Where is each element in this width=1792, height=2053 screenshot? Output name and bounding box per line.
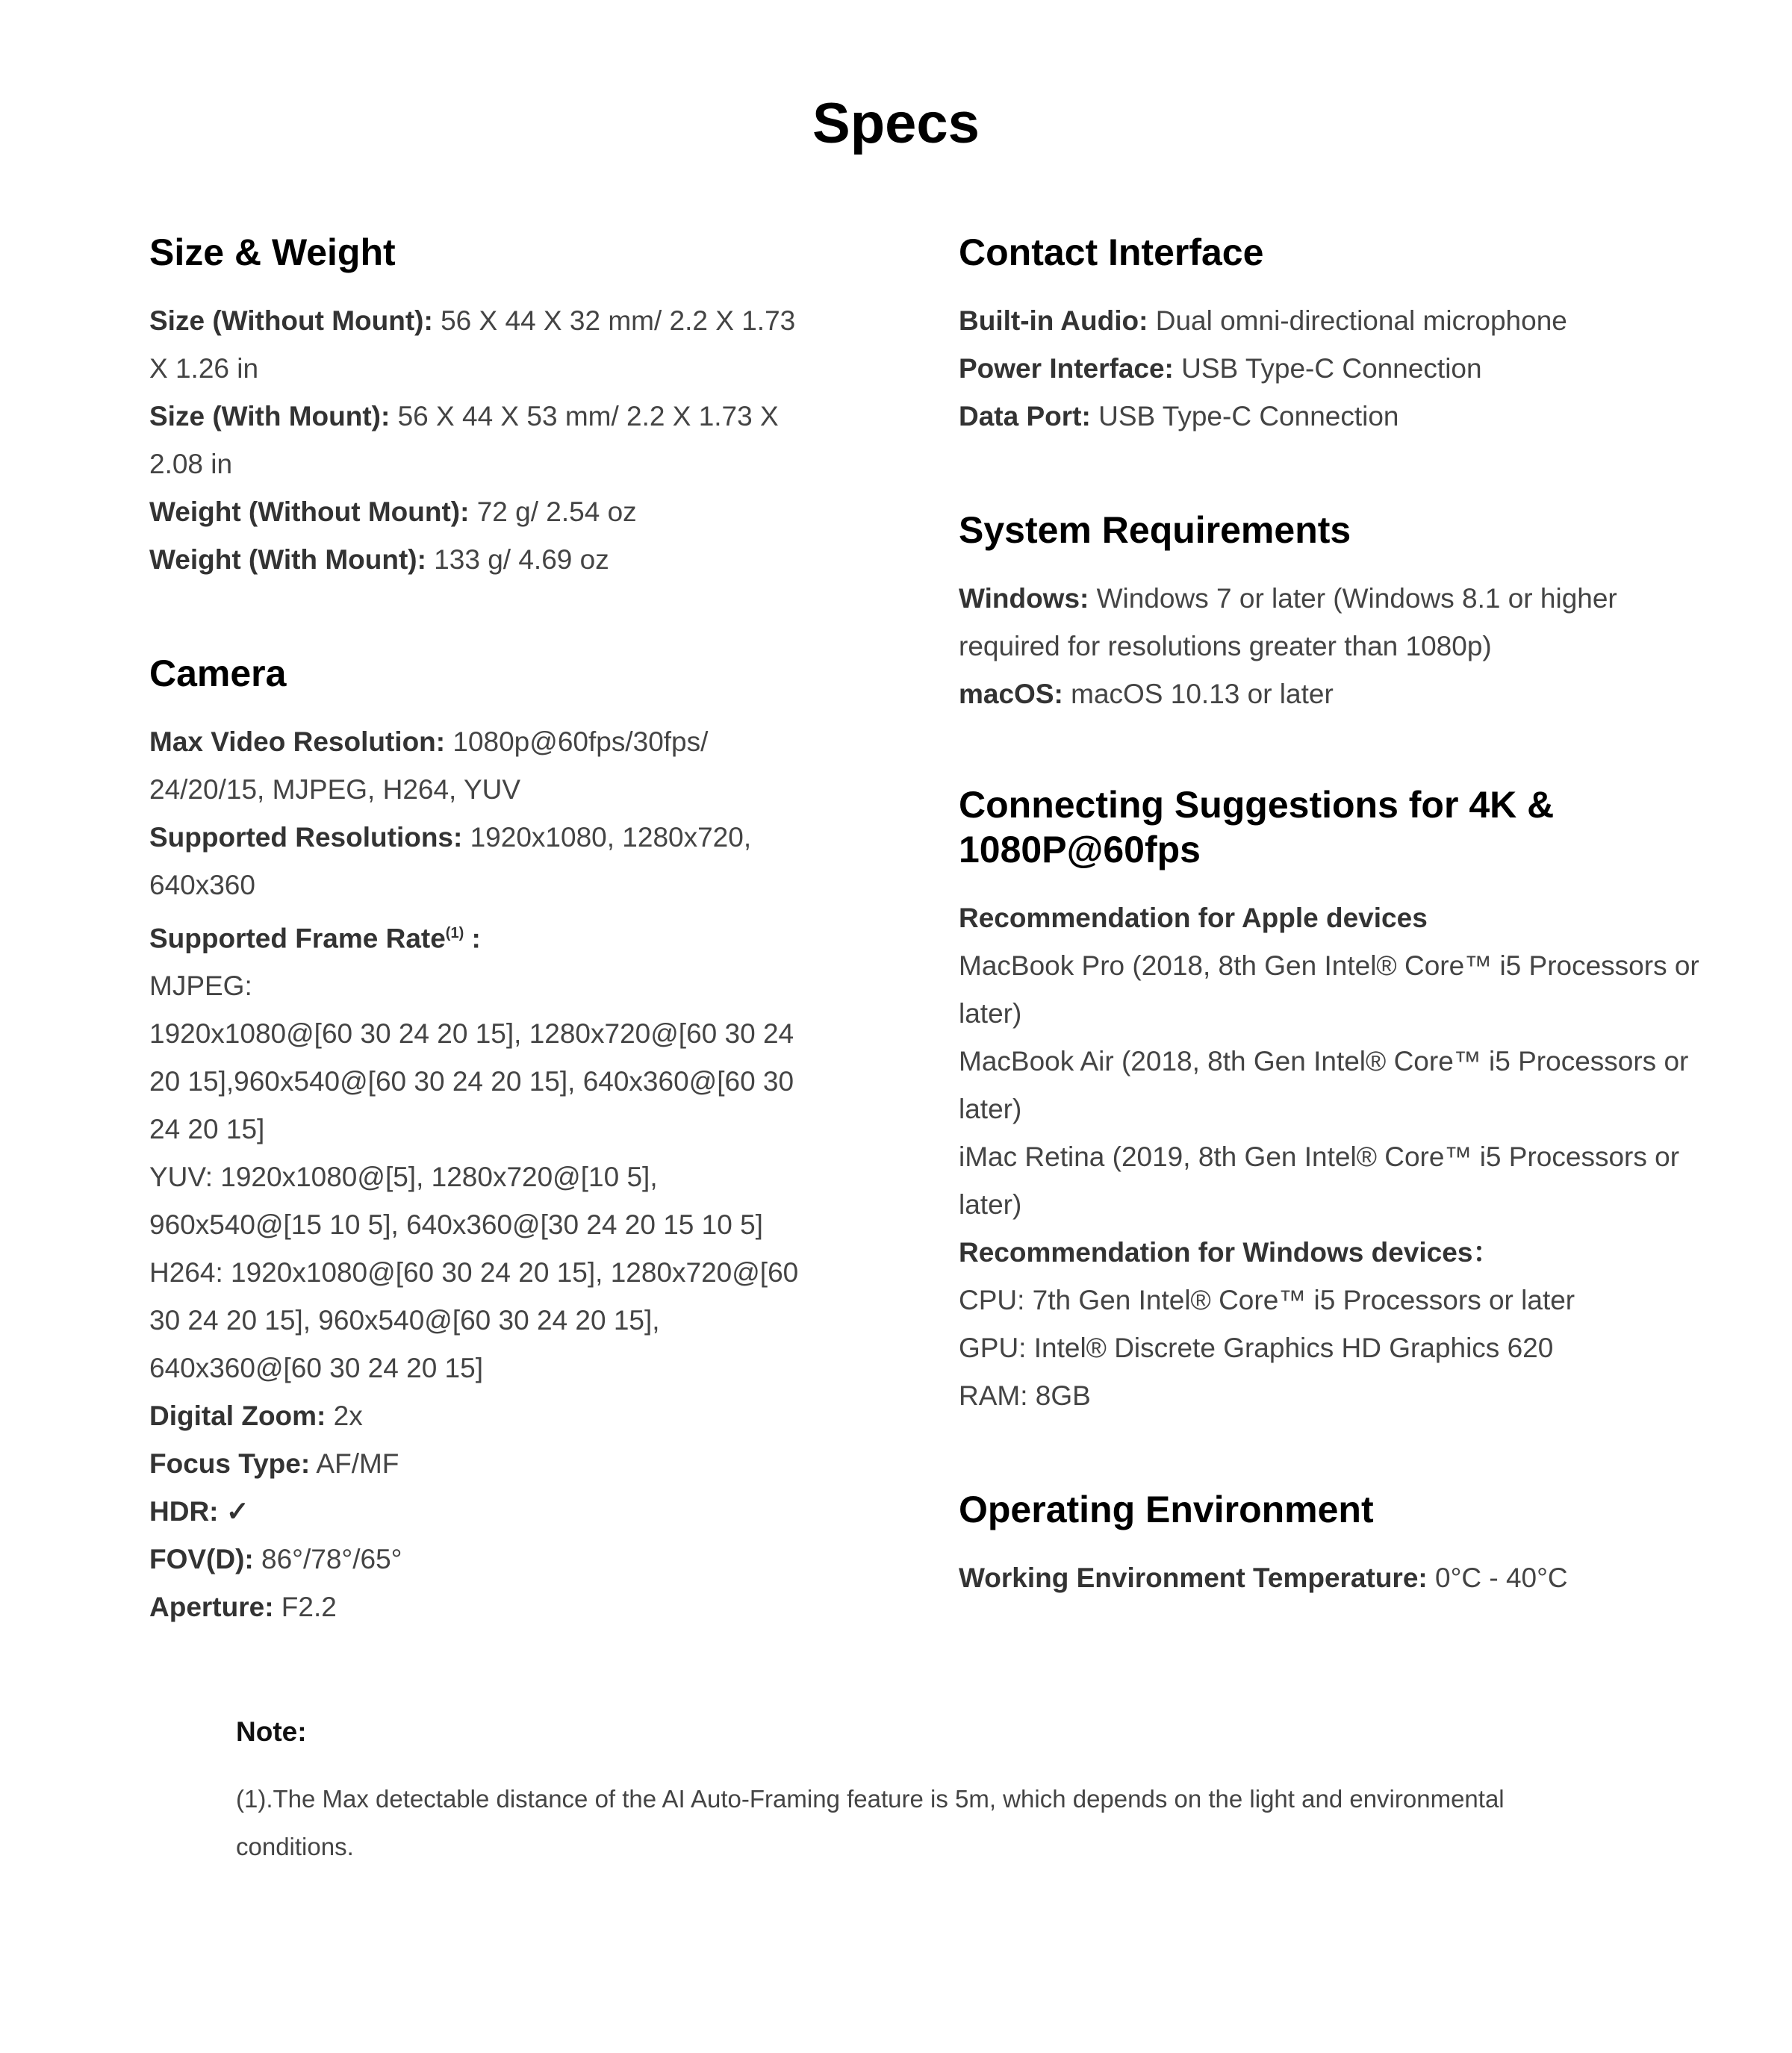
- mjpeg-label: MJPEG:: [149, 971, 252, 1002]
- apple-recommendation-heading: Recommendation for Apple devices: [959, 903, 1428, 933]
- spec-value: 56 X 44 X 32 mm/ 2.2 X 1.73 X 1.26 in: [149, 305, 796, 384]
- spec-value: 72 g/ 2.54 oz: [469, 496, 637, 527]
- focus-type: [149, 1440, 821, 1488]
- max-video-resolution: [149, 718, 821, 814]
- spec-value: 133 g/ 4.69 oz: [426, 544, 609, 575]
- windows-recommendation-heading: Recommendation for Windows devices：: [959, 1237, 1501, 1268]
- size-with-mount: [149, 393, 821, 488]
- spec-value: macOS 10.13 or later: [1063, 679, 1334, 709]
- yuv-value: YUV: 1920x1080@[5], 1280x720@[10 5], 960x540@[15 10 5], 640x360@[30 24 20 15 10 5]: [149, 1162, 763, 1241]
- digital-zoom: [149, 1392, 821, 1440]
- working-temperature: [959, 1554, 1705, 1602]
- hdr: [149, 1488, 821, 1536]
- camera-section: [149, 651, 821, 1631]
- note-text: (1).The Max detectable distance of the AI Auto-Framing feature is 5m, which depends on the light and environmental conditions.: [236, 1785, 1505, 1860]
- apple-device-item: MacBook Pro (2018, 8th Gen Intel® Core™ i5 Processors or later): [959, 950, 1699, 1029]
- connecting-suggestions-title: Connecting Suggestions for 4K & 1080P@60fps: [959, 784, 1555, 870]
- apple-device-item: iMac Retina (2019, 8th Gen Intel® Core™ i5 Processors or later): [959, 1141, 1680, 1220]
- spec-label: FOV(D):: [149, 1544, 254, 1575]
- spec-value: Windows 7 or later (Windows 8.1 or higher required for resolutions greater than 1080p): [959, 583, 1617, 661]
- size-weight-title: Size & Weight: [149, 231, 396, 273]
- macos-requirement: [959, 670, 1705, 718]
- spec-value: AF/MF: [310, 1448, 399, 1480]
- spec-value: 2x: [326, 1401, 363, 1432]
- spec-value: 86°/78°/65°: [253, 1544, 402, 1575]
- windows-requirement: [959, 575, 1705, 670]
- windows-device-item: GPU: Intel® Discrete Graphics HD Graphics 620: [959, 1333, 1554, 1363]
- weight-without-mount: [149, 488, 821, 536]
- power-interface: [959, 345, 1705, 393]
- windows-device-item: CPU: 7th Gen Intel® Core™ i5 Processors or later: [959, 1285, 1575, 1315]
- note-block: [236, 1710, 1565, 1871]
- h264-value: H264: 1920x1080@[60 30 24 20 15], 1280x720@[60 30 24 20 15], 960x540@[60 30 24 20 15], 640x360@[60 30 24 20 15]: [149, 1257, 799, 1384]
- spec-label: Power Interface:: [959, 353, 1174, 384]
- spec-value: USB Type-C Connection: [1173, 353, 1482, 384]
- spec-label: Weight (With Mount):: [149, 544, 426, 575]
- spec-label: Aperture:: [149, 1592, 274, 1623]
- operating-environment-title: Operating Environment: [959, 1489, 1374, 1530]
- spec-label: Digital Zoom:: [149, 1401, 326, 1432]
- note-title: Note:: [236, 1716, 307, 1747]
- supported-resolutions: [149, 814, 821, 909]
- spec-label: Size (With Mount):: [149, 401, 391, 432]
- spec-label: Supported Frame Rate: [149, 923, 446, 954]
- spec-value: 56 X 44 X 53 mm/ 2.2 X 1.73 X 2.08 in: [149, 401, 779, 479]
- spec-label: Working Environment Temperature:: [959, 1563, 1428, 1593]
- contact-interface-section: [959, 230, 1705, 440]
- spec-label: Weight (Without Mount):: [149, 496, 470, 527]
- spec-label: Size (Without Mount):: [149, 305, 433, 336]
- spec-value: USB Type-C Connection: [1090, 401, 1399, 432]
- spec-label: macOS:: [959, 679, 1063, 709]
- spec-label: Focus Type:: [149, 1448, 311, 1480]
- spec-value: 1920x1080, 1280x720, 640x360: [149, 822, 752, 900]
- spec-label: Windows:: [959, 583, 1089, 614]
- size-without-mount: [149, 297, 821, 393]
- spec-label: Supported Resolutions:: [149, 822, 463, 853]
- connecting-suggestions-section: [959, 782, 1705, 1420]
- size-weight-section: [149, 230, 821, 584]
- mjpeg-value: 1920x1080@[60 30 24 20 15], 1280x720@[60 30 24 20 15],960x540@[60 30 24 20 15], 640x360@[60 30 24 20 15]: [149, 1018, 794, 1145]
- data-port: [959, 393, 1705, 440]
- system-requirements-title: System Requirements: [959, 509, 1351, 551]
- spec-label: Max Video Resolution:: [149, 726, 446, 757]
- contact-interface-title: Contact Interface: [959, 231, 1264, 273]
- spec-label: HDR: ✓: [149, 1496, 249, 1527]
- weight-with-mount: [149, 536, 821, 584]
- system-requirements-section: [959, 508, 1705, 718]
- supported-frame-rate: [149, 909, 821, 962]
- fov: [149, 1536, 821, 1583]
- windows-device-item: RAM: 8GB: [959, 1380, 1091, 1411]
- spec-value: 0°C - 40°C: [1427, 1563, 1568, 1593]
- camera-title: Camera: [149, 652, 287, 694]
- footnote-marker: (1): [445, 925, 464, 941]
- operating-environment-section: [959, 1487, 1705, 1602]
- aperture: [149, 1583, 821, 1631]
- spec-value: 1080p@60fps/30fps/ 24/20/15, MJPEG, H264, YUV: [149, 726, 709, 805]
- spec-label: Data Port:: [959, 401, 1091, 432]
- apple-device-item: MacBook Air (2018, 8th Gen Intel® Core™ i5 Processors or later): [959, 1046, 1689, 1124]
- built-in-audio: [959, 297, 1705, 345]
- spec-label: Built-in Audio:: [959, 305, 1148, 336]
- page-title: Specs: [812, 92, 980, 155]
- spec-value: F2.2: [273, 1592, 337, 1623]
- spec-colon: :: [464, 923, 481, 954]
- spec-value: Dual omni-directional microphone: [1148, 305, 1567, 336]
